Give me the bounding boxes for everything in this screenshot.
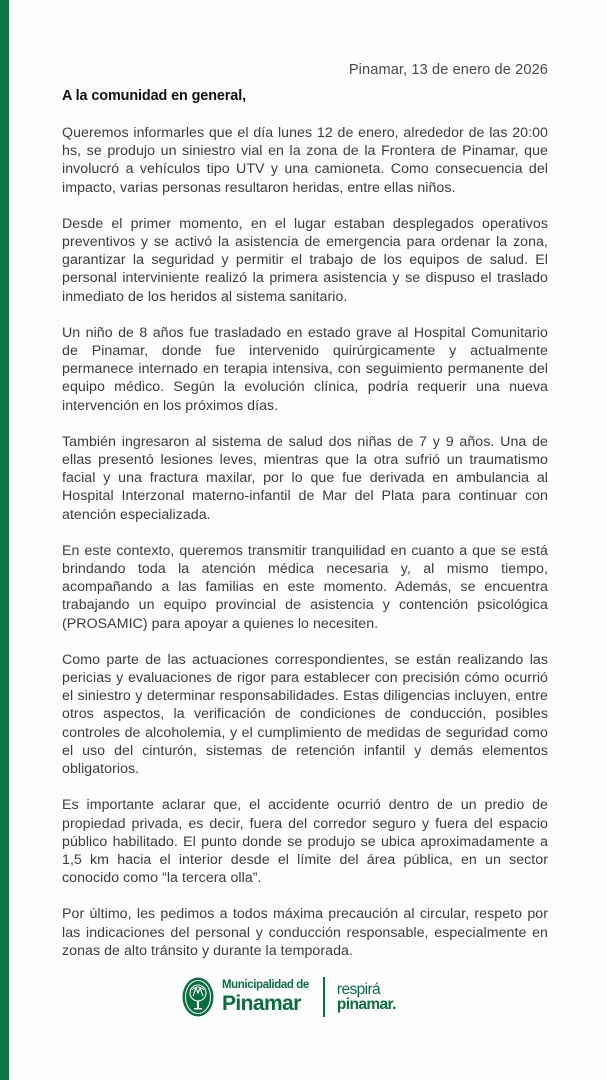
paragraph-5: En este contexto, queremos transmitir tranquilidad en cuanto a que se está brindando toda la atención médica necesaria y, al mismo tiempo, acompañando a las familias en este momento. Además, se encuentra trabajando un equipo provincial de asistencia y contención psicológica (PROSAMIC) para apoyar a quienes lo necesiten. — [62, 542, 548, 632]
respira-pinamar-label: pinamar. — [336, 996, 396, 1013]
municipal-shield-emblem-icon — [182, 977, 214, 1017]
paragraph-6: Como parte de las actuaciones correspondientes, se están realizando las pericias y evaluaciones de rigor para establecer con precisión cómo ocurrió el siniestro y determinar responsabilidades. Estas diligencias incluyen, entre otros aspectos, la verificación de condiciones de conducción, posibles controles de alcoholemia, y el cumplimiento de medidas de seguridad como el uso del cinturón, sistemas de retención infantil y demás elementos obligatorios. — [62, 651, 548, 778]
respira-pinamar-logo — [337, 982, 396, 1013]
paragraph-4: También ingresaron al sistema de salud dos niñas de 7 y 9 años. Una de ellas presentó lesiones leves, mientras que la otra sufrió un traumatismo facial y una fractura maxilar, por lo que fue derivada en ambulancia al Hospital Interzonal materno-infantil de Mar del Plata para continuar con atención especializada. — [62, 433, 548, 523]
paragraph-8: Por último, les pedimos a todos máxima precaución al circular, respeto por las indicaciones del personal y conducción responsable, especialmente en zonas de alto tránsito y durante la temporada. — [62, 906, 548, 959]
pinamar-label: Pinamar — [222, 991, 301, 1015]
logo-divider — [323, 977, 325, 1017]
salutation: A la comunidad en general, — [62, 88, 246, 104]
municipalidad-de-label: Municipalidad de — [222, 979, 309, 992]
respira-label: respirá — [336, 980, 381, 998]
paragraph-7: Es importante aclarar que, el accidente ocurrió dentro de un predio de propiedad privada, es decir, fuera del corredor seguro y fuera del espacio público habilitado. El punto donde se produjo se ubica aproximadamente a 1,5 km hacia el interior desde el límite del área pública, en un sector conocido como “la tercera olla”. — [62, 797, 548, 887]
paragraph-3: Un niño de 8 años fue trasladado en estado grave al Hospital Comunitario de Pinamar, donde fue intervenido quirúrgicamente y actualmente permanece internado en terapia intensiva, con seguimiento permanente del equipo médico. Según la evolución clínica, podría requerir una nueva intervención en los próximos días. — [62, 324, 548, 414]
paragraph-1: Queremos informarles que el día lunes 12 de enero, alrededor de las 20:00 hs, se produjo un siniestro vial en la zona de la Frontera de Pinamar, que involucró a vehículos tipo UTV y una camioneta. Como consecuencia del impacto, varias personas resultaron heridas, entre ellas niños. — [62, 125, 548, 196]
letter-body — [62, 124, 548, 978]
municipalidad-logo-text — [222, 980, 309, 1014]
date-line: Pinamar, 13 de enero de 2026 — [348, 62, 548, 78]
left-green-border — [0, 0, 9, 1080]
footer-logos — [182, 972, 396, 1022]
paragraph-2: Desde el primer momento, en el lugar estaban desplegados operativos preventivos y se activó la asistencia de emergencia para ordenar la zona, garantizar la seguridad y permitir el trabajo de los equipos de salud. El personal interviniente realizó la primera asistencia y se dispuso el traslado inmediato de los heridos al sistema sanitario. — [62, 215, 548, 305]
